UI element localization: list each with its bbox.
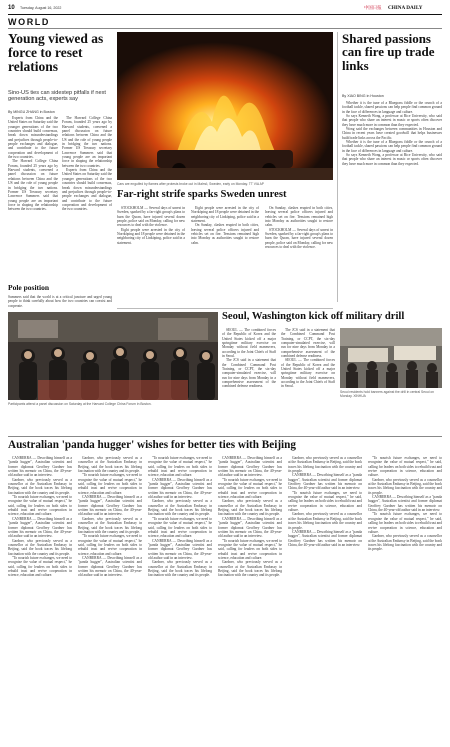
headline-korea: Seoul, Washington kick off military drill bbox=[222, 311, 405, 322]
caption-left-photo: Participants attend a panel discussion on Saturday at the Harvard College China Forum in Boston. bbox=[8, 402, 152, 406]
photo-panel-discussion-art bbox=[8, 312, 218, 400]
headline-young-viewed: Young viewed as force to reset relations bbox=[8, 31, 104, 74]
paragraph: "To nourish future exchanges, we need to recognize the value of mutual respect," he said, calling for leaders on both sides to rebuild trust and revive cooperation in science, education and culture. bbox=[8, 555, 72, 578]
paragraph: Gardner, who previously served as a counsellor at the Australian Embassy in Beijing, said the book traces his lifelong fascination with the country and its people. bbox=[288, 512, 362, 530]
photo-seoul-protest-art bbox=[340, 328, 442, 388]
headline-sweden: Far-right strife sparks Sweden unrest bbox=[117, 189, 287, 200]
deck-sino-us: Sino-US ties can sidestep pitfalls if next generation acts, experts say bbox=[8, 90, 106, 103]
paragraph: The Harvard College China Forum, founded 25 years ago by Harvard students, convened a panel discussion on future relations between China and the US and the role of young people in bridging the two nations. Former US Treasury secretary Lawrence Summers said that young people are an important force in shaping the relationship between the two countries. bbox=[8, 159, 58, 212]
body-korea-col1 bbox=[222, 328, 276, 432]
paragraph: SEOUL — The combined forces of the Republic of Korea and the United States kicked off a major springtime military exercise on Monday without field maneuvers, according to the Joint Chiefs of Staff in Seoul. bbox=[222, 328, 276, 359]
divider-sweden-korea bbox=[117, 308, 333, 309]
paragraph: The JCS said in a statement that the Combined Command Post Training, or CCPT, the six-day computer-simulated exercise, will run for nine days from Monday in a comprehensive assessment of the combined defense readiness. bbox=[222, 358, 276, 389]
paragraph: Eight people were arrested in the city of Norrköping and 18 people were detained in the neighboring city of Linköping, police said in a statement. bbox=[117, 227, 185, 245]
body-bottom-col3 bbox=[148, 456, 212, 739]
paragraph: CANBERRA — Describing himself as a "panda hugger", Australian scientist and former diplomat Geoffrey Gardner has written his memoir on China, the 40-year-old author said in an interview. bbox=[368, 495, 442, 513]
paragraph: The Harvard College China Forum, founded 25 years ago by Harvard students, convened a panel discussion on future relations between China and the US and the role of young people in bridging the two nations. Former US Treasury secretary Lawrence Summers said that young people are an important force in shaping the relationship between the two countries. bbox=[62, 116, 112, 168]
divider-right-column bbox=[337, 32, 338, 302]
paragraph: Gardner, who previously served as a counsellor at the Australian Embassy in Beijing, said the book traces his lifelong fascination with the country and its people. bbox=[78, 516, 142, 534]
paragraph: Whether it is the tune of a Bluegrass fiddle or the crunch of a football tackle, shared passions can help people find common ground in the face of differences in language and culture. bbox=[342, 101, 442, 114]
section-rule bbox=[8, 28, 442, 29]
caption-korea-photo: Seoul residents hold banners against the drill in central Seoul on Monday. XINHUA bbox=[340, 390, 435, 398]
pull-pole-position: Pole position bbox=[8, 283, 50, 292]
page-date: Tuesday, August 16, 2022 bbox=[20, 6, 62, 10]
paragraph: Gardner, who previously served as a counsellor at the Australian Embassy in Beijing, said the book traces his lifelong fascination with the country and its people. bbox=[368, 477, 442, 495]
divider-bottom bbox=[8, 436, 442, 437]
paragraph: "To nourish future exchanges, we need to recognize the value of mutual respect," he said, calling for leaders on both sides to rebuild trust and revive cooperation in science, education and culture. bbox=[148, 516, 212, 539]
body-left-col1 bbox=[8, 116, 58, 278]
headline-shared-passions: Shared passions can fire up trade links bbox=[342, 31, 435, 73]
masthead: CHINA DAILY bbox=[388, 5, 423, 11]
photo-panel-discussion bbox=[8, 312, 218, 400]
paragraph: CANBERRA — Describing himself as a "panda hugger", Australian scientist and former diplomat Geoffrey Gardner has written his memoir on China, the 40-year-old author said in an interview. bbox=[148, 477, 212, 500]
paragraph: STOCKHOLM — Several days of unrest in Sweden, sparked by a far-right group's plans to burn the Quran, have injured several dozen people, police said on Monday, calling for new resources to deal with the violence. bbox=[265, 227, 333, 250]
paragraph: On Sunday, clashes erupted in both cities, leaving several police officers injured and vehicles set on fire. Tensions remained high into Monday as authorities sought to restore calm. bbox=[191, 223, 259, 245]
paragraph: CANBERRA — Describing himself as a "panda hugger", Australian scientist and former diplomat Geoffrey Gardner has written his memoir on China, the 40-year-old author said in an interview. bbox=[218, 516, 282, 539]
body-korea-col2 bbox=[281, 328, 335, 432]
paragraph: Gardner, who previously served as a counsellor at the Australian Embassy in Beijing, said the book traces his lifelong fascination with the country and its people. bbox=[218, 560, 282, 578]
paragraph: Gardner, who previously served as a counsellor at the Australian Embassy in Beijing, said the book traces his lifelong fascination with the country and its people. bbox=[218, 499, 282, 517]
body-left-pole bbox=[8, 295, 112, 309]
byline-left: By MINGU ZHANG in Boston bbox=[8, 110, 55, 114]
paragraph: CANBERRA — Describing himself as a "panda hugger", Australian scientist and former diplomat Geoffrey Gardner has written his memoir on China, the 40-year-old author said in an interview. bbox=[288, 529, 362, 547]
body-bottom-col2 bbox=[78, 456, 142, 739]
paragraph: Experts from China and the United States on Saturday said the younger generations of the two countries should build consensus, break down misunderstandings and prejudices through people-to-people exchanges and dialogue, and contribute to the future cooperation and development of the two countries. bbox=[62, 168, 112, 212]
paragraph: So says Kenneth Wong, a professor at Rice University, who said that people who share an interest in music or sports often discover they have much more in common than they expected. bbox=[342, 153, 442, 166]
paragraph: Gardner, who previously served as a counsellor at the Australian Embassy in Beijing, said the book traces his lifelong fascination with the country and its people. bbox=[78, 456, 142, 474]
caption-fire-photo: Cars are engulfed by flames after protests broke out in Malmö, Sweden, early on Monday. TT VIA AP bbox=[117, 182, 264, 186]
paragraph: Gardner, who previously served as a counsellor at the Australian Embassy in Beijing, said the book traces his lifelong fascination with the country and its people. bbox=[288, 456, 362, 474]
paragraph: "To nourish future exchanges, we need to recognize the value of mutual respect," he said, calling for leaders on both sides to rebuild trust and revive cooperation in science, education and culture. bbox=[288, 490, 362, 513]
paragraph: Gardner, who previously served as a counsellor at the Australian Embassy in Beijing, said the book traces his lifelong fascination with the country and its people. bbox=[368, 534, 442, 552]
paragraph: "To nourish future exchanges, we need to recognize the value of mutual respect," he said, calling for leaders on both sides to rebuild trust and revive cooperation in science, education and culture. bbox=[148, 456, 212, 478]
paragraph: STOCKHOLM — Several days of unrest in Sweden, sparked by a far-right group's plans to burn the Quran, have injured several dozen people, police said on Monday, calling for new resources to deal with the violence. bbox=[117, 206, 185, 228]
photo-car-fire bbox=[117, 32, 333, 180]
paragraph: Eight people were arrested in the city of Norrköping and 18 people were detained in the neighboring city of Linköping, police said in a statement. bbox=[191, 206, 259, 224]
paragraph: Summers said that the world is at a critical juncture and urged young people to think carefully about how the two countries can coexist and cooperate. bbox=[8, 295, 112, 308]
paragraph: "To nourish future exchanges, we need to recognize the value of mutual respect," he said, calling for leaders on both sides to rebuild trust and revive cooperation in science, education and culture. bbox=[78, 534, 142, 556]
body-sweden-col2 bbox=[191, 206, 259, 304]
paragraph: The JCS said in a statement that the Combined Command Post Training, or CCPT, the six-day computer-simulated exercise, will run for nine days from Monday in a comprehensive assessment of the combined defense readiness. bbox=[281, 328, 335, 359]
body-bottom-col6 bbox=[368, 456, 442, 739]
section-label: WORLD bbox=[8, 17, 50, 27]
body-left-col2 bbox=[62, 116, 112, 278]
paragraph: CANBERRA — Describing himself as a "panda hugger", Australian scientist and former diplomat Geoffrey Gardner has written his memoir on China, the 40-year-old author said in an interview. bbox=[8, 456, 72, 478]
body-sweden-col3 bbox=[265, 206, 333, 304]
photo-car-fire-art bbox=[117, 32, 333, 180]
paragraph: "To nourish future exchanges, we need to recognize the value of mutual respect," he said, calling for leaders on both sides to rebuild trust and revive cooperation in science, education and culture. bbox=[78, 473, 142, 495]
paragraph: Gardner, who previously served as a counsellor at the Australian Embassy in Beijing, said the book traces his lifelong fascination with the country and its people. bbox=[8, 538, 72, 556]
headline-panda-hugger: Australian 'panda hugger' wishes for better ties with Beijing bbox=[8, 439, 296, 451]
paragraph: Gardner, who previously served as a counsellor at the Australian Embassy in Beijing, said the book traces his lifelong fascination with the country and its people. bbox=[148, 560, 212, 578]
paragraph: So says Kenneth Wong, a professor at Rice University, who said that people who share an interest in music or sports often discover they have much more in common than they expected. bbox=[342, 114, 442, 127]
header-rule bbox=[8, 14, 442, 15]
paragraph: Wong said the exchanges between communities in Houston and China in recent years have created goodwill that helps businesses build trade links across the Pacific. bbox=[342, 127, 442, 140]
paragraph: CANBERRA — Describing himself as a "panda hugger", Australian scientist and former diplomat Geoffrey Gardner has written his memoir on China, the 40-year-old author said in an interview. bbox=[288, 473, 362, 491]
body-bottom-col1 bbox=[8, 456, 72, 739]
paragraph: "To nourish future exchanges, we need to recognize the value of mutual respect," he said, calling for leaders on both sides to rebuild trust and revive cooperation in science, education and culture. bbox=[218, 538, 282, 560]
paragraph: CANBERRA — Describing himself as a "panda hugger", Australian scientist and former diplomat Geoffrey Gardner has written his memoir on China, the 40-year-old author said in an interview. bbox=[148, 538, 212, 560]
paragraph: "To nourish future exchanges, we need to recognize the value of mutual respect," he said, calling for leaders on both sides to rebuild trust and revive cooperation in science, education and culture. bbox=[368, 512, 442, 534]
paragraph: CANBERRA — Describing himself as a "panda hugger", Australian scientist and former diplomat Geoffrey Gardner has written his memoir on China, the 40-year-old author said in an interview. bbox=[218, 456, 282, 478]
paragraph: "To nourish future exchanges, we need to recognize the value of mutual respect," he said, calling for leaders on both sides to rebuild trust and revive cooperation in science, education and culture. bbox=[218, 477, 282, 500]
photo-seoul-protest bbox=[340, 328, 442, 388]
body-bottom-col5 bbox=[288, 456, 362, 739]
paragraph: Gardner, who previously served as a counsellor at the Australian Embassy in Beijing, said the book traces his lifelong fascination with the country and its people. bbox=[8, 477, 72, 495]
body-bottom-col4 bbox=[218, 456, 282, 739]
paragraph: On Sunday, clashes erupted in both cities, leaving several police officers injured and vehicles set on fire. Tensions remained high into Monday as authorities sought to restore calm. bbox=[265, 206, 333, 228]
body-sweden-col1 bbox=[117, 206, 185, 304]
paragraph: CANBERRA — Describing himself as a "panda hugger", Australian scientist and former diplomat Geoffrey Gardner has written his memoir on China, the 40-year-old author said in an interview. bbox=[78, 555, 142, 578]
paragraph: "To nourish future exchanges, we need to recognize the value of mutual respect," he said, calling for leaders on both sides to rebuild trust and revive cooperation in science, education and culture. bbox=[8, 495, 72, 517]
paragraph: "To nourish future exchanges, we need to recognize the value of mutual respect," he said, calling for leaders on both sides to rebuild trust and revive cooperation in science, education and culture. bbox=[368, 456, 442, 478]
paragraph: CANBERRA — Describing himself as a "panda hugger", Australian scientist and former diplomat Geoffrey Gardner has written his memoir on China, the 40-year-old author said in an interview. bbox=[8, 516, 72, 539]
paragraph: CANBERRA — Describing himself as a "panda hugger", Australian scientist and former diplomat Geoffrey Gardner has written his memoir on China, the 40-year-old author said in an interview. bbox=[78, 495, 142, 517]
byline-right: By XIAO BING in Houston bbox=[342, 94, 384, 98]
masthead-cn: 中国日报 bbox=[364, 6, 382, 11]
page-number: 10 bbox=[8, 5, 15, 11]
paragraph: Whether it is the tune of a Bluegrass fiddle or the crunch of a football tackle, shared passions can help people find common ground in the face of differences in language and culture. bbox=[342, 140, 442, 153]
paragraph: Experts from China and the United States on Saturday said the younger generations of the two countries should build consensus, break down misunderstandings and prejudices through people-to-people exchanges and dialogue, and contribute to the future cooperation and development of the two countries. bbox=[8, 116, 58, 160]
body-right-col1 bbox=[342, 101, 442, 303]
paragraph: Gardner, who previously served as a counsellor at the Australian Embassy in Beijing, said the book traces his lifelong fascination with the country and its people. bbox=[148, 499, 212, 517]
paragraph: SEOUL — The combined forces of the Republic of Korea and the United States kicked off a major springtime military exercise on Monday without field maneuvers, according to the Joint Chiefs of Staff in Seoul. bbox=[281, 358, 335, 389]
